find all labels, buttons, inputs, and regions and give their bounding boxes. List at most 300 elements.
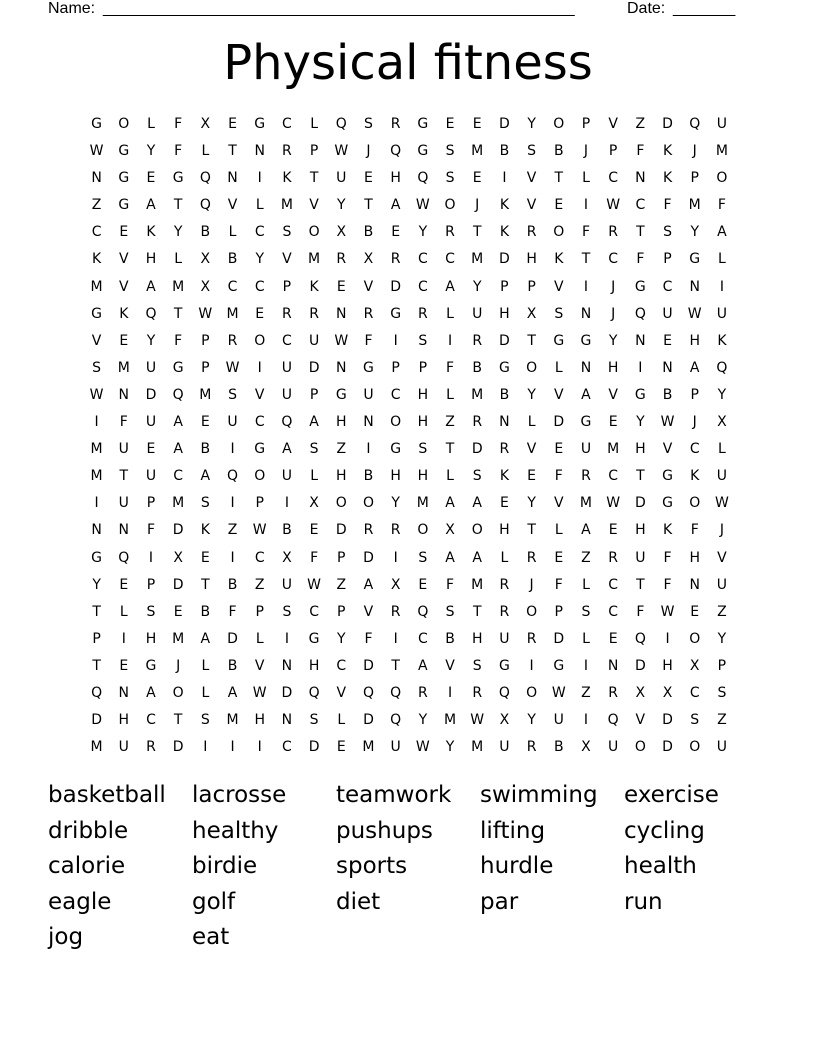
grid-letter: Z (227, 522, 238, 539)
grid-letter: T (228, 143, 237, 160)
grid-letter: T (173, 197, 183, 214)
grid-letter: G (335, 386, 347, 403)
grid-letter: T (636, 576, 645, 593)
grid-letter: H (308, 657, 320, 674)
grid-letter: Z (581, 549, 591, 566)
grid-letter: V (363, 603, 374, 620)
grid-letter: L (718, 441, 726, 458)
grid-letter: R (282, 305, 292, 322)
grid-letter: H (471, 630, 483, 647)
grid-letter: P (92, 630, 101, 647)
grid-letter: D (363, 712, 374, 729)
grid-row (83, 628, 736, 655)
grid-letter: S (663, 224, 672, 241)
page-title: Physical fitness (223, 35, 593, 91)
grid-letter: O (335, 495, 347, 512)
grid-letter: P (418, 359, 428, 376)
grid-letter: F (146, 522, 155, 539)
grid-letter: X (717, 414, 727, 431)
grid-letter: F (174, 116, 183, 132)
word-item: hurdle (480, 853, 554, 880)
word-row (48, 920, 768, 956)
grid-letter: L (174, 251, 183, 268)
grid-letter: A (173, 414, 183, 431)
grid-letter: T (173, 712, 183, 729)
grid-letter: S (228, 386, 237, 403)
grid-letter: L (554, 359, 563, 376)
grid-letter: N (499, 414, 510, 431)
grid-letter: G (145, 657, 157, 674)
grid-letter: U (308, 332, 320, 349)
grid-letter: T (581, 251, 591, 268)
grid-letter: R (526, 549, 537, 566)
grid-letter: F (554, 576, 563, 593)
grid-letter: E (336, 278, 346, 295)
grid-row (83, 411, 736, 438)
grid-row (83, 357, 736, 384)
word-item: golf (192, 888, 236, 915)
grid-letter: S (554, 305, 564, 322)
grid-letter: B (553, 143, 564, 160)
grid-letter: O (417, 522, 429, 539)
grid-letter: I (583, 278, 589, 295)
grid-letter: M (280, 197, 293, 214)
grid-letter: C (417, 630, 428, 647)
grid-letter: R (390, 522, 401, 539)
grid-letter: E (364, 170, 373, 187)
grid-letter: O (553, 116, 565, 132)
grid-letter: C (254, 549, 265, 566)
grid-letter: B (499, 143, 510, 160)
grid-letter: M (90, 441, 103, 458)
grid-letter: M (579, 495, 593, 512)
word-item: pushups (336, 817, 433, 844)
grid-letter: Q (362, 684, 374, 701)
grid-letter: E (608, 522, 618, 539)
grid-letter: B (227, 576, 238, 593)
grid-letter: S (364, 116, 373, 132)
grid-letter: L (527, 414, 536, 431)
grid-letter: L (446, 468, 454, 485)
grid-letter: K (662, 522, 673, 539)
grid-letter: V (309, 197, 319, 214)
grid-letter: D (471, 441, 483, 458)
grid-letter: W (415, 197, 430, 214)
grid-letter: U (716, 576, 728, 593)
grid-letter: M (199, 386, 212, 403)
grid-letter: G (172, 170, 184, 187)
grid-row (83, 709, 736, 736)
grid-letter: R (526, 630, 537, 647)
grid-letter: E (418, 576, 428, 593)
grid-letter: K (662, 170, 673, 187)
grid-letter: O (634, 739, 646, 756)
grid-letter: S (581, 603, 591, 620)
word-item: sports (336, 853, 408, 880)
grid-letter: J (366, 143, 371, 160)
grid-letter: L (119, 603, 128, 620)
grid-letter: P (309, 143, 319, 160)
grid-letter: V (118, 251, 129, 268)
grid-letter: Y (608, 332, 618, 349)
grid-letter: E (173, 603, 183, 620)
grid-letter: E (554, 549, 564, 566)
grid-letter: R (146, 739, 156, 756)
grid-letter: D (91, 712, 102, 729)
grid-letter: W (660, 414, 675, 431)
grid-letter: V (363, 278, 374, 295)
grid-letter: A (173, 441, 183, 458)
grid-letter: R (363, 305, 374, 322)
grid-letter: F (174, 332, 183, 349)
grid-letter: Y (527, 386, 536, 403)
grid-letter: E (554, 441, 564, 458)
grid-letter: R (390, 251, 401, 268)
grid-letter: Y (337, 630, 346, 647)
grid-letter: C (282, 116, 292, 132)
grid-letter: N (281, 712, 293, 729)
grid-letter: M (362, 739, 375, 756)
grid-letter: C (417, 278, 428, 295)
word-row (48, 885, 768, 921)
grid-letter: L (446, 305, 454, 322)
grid-letter: V (717, 549, 727, 566)
grid-letter: Q (172, 386, 184, 403)
grid-letter: R (445, 224, 455, 241)
grid-letter: Q (390, 143, 402, 160)
grid-letter: D (662, 712, 673, 729)
grid-letter: U (553, 712, 564, 729)
grid-row (83, 303, 736, 330)
grid-letter: D (499, 332, 510, 349)
grid-letter: S (445, 603, 455, 620)
grid-letter: K (119, 305, 129, 322)
grid-letter: F (663, 197, 672, 214)
grid-letter: O (526, 684, 538, 701)
grid-letter: I (393, 630, 398, 647)
grid-letter: M (172, 630, 185, 647)
grid-letter: U (281, 359, 293, 376)
grid-letter: U (662, 305, 673, 322)
grid-letter: Q (308, 684, 320, 701)
grid-letter: N (580, 359, 592, 376)
grid-letter: Z (445, 414, 455, 431)
grid-letter: W (470, 712, 485, 729)
grid-letter: O (689, 495, 701, 512)
grid-row (83, 574, 736, 601)
grid-letter: R (417, 684, 428, 701)
grid-letter: G (254, 116, 266, 132)
grid-letter: H (417, 414, 429, 431)
grid-letter: N (91, 170, 102, 187)
grid-letter: M (471, 739, 484, 756)
grid-letter: L (446, 386, 454, 403)
grid-letter: M (226, 305, 239, 322)
grid-letter: T (364, 197, 373, 214)
grid-letter: A (418, 657, 428, 674)
grid-letter: U (608, 739, 619, 756)
grid-row (83, 682, 736, 709)
grid-letter: F (364, 332, 373, 349)
grid-letter: I (583, 712, 589, 729)
grid-letter: P (690, 170, 699, 187)
grid-letter: D (363, 657, 374, 674)
grid-letter: O (308, 224, 320, 241)
grid-letter: W (606, 197, 621, 214)
grid-letter: U (472, 305, 483, 322)
grid-letter: S (146, 603, 156, 620)
grid-letter: T (201, 576, 210, 593)
grid-letter: I (583, 657, 589, 674)
grid-letter: A (717, 224, 727, 241)
grid-letter: E (119, 224, 129, 241)
grid-letter: I (284, 630, 289, 647)
grid-letter: D (172, 576, 184, 593)
grid-letter: P (717, 657, 727, 674)
grid-letter: E (527, 468, 537, 485)
grid-letter: N (662, 359, 673, 376)
grid-letter: F (446, 576, 455, 593)
grid-letter: R (390, 603, 401, 620)
grid-letter: V (526, 197, 537, 214)
grid-letter: H (499, 522, 510, 539)
grid-letter: S (472, 468, 482, 485)
grid-letter: B (200, 224, 211, 241)
grid-letter: B (553, 739, 564, 756)
grid-letter: L (554, 522, 563, 539)
grid-letter: A (146, 197, 156, 214)
grid-letter: Y (472, 278, 482, 295)
grid-letter: U (390, 739, 401, 756)
word-item: basketball (48, 782, 166, 808)
grid-letter: R (581, 468, 591, 485)
grid-letter: A (390, 197, 401, 214)
word-item: cycling (624, 817, 705, 844)
grid-letter: G (118, 143, 130, 160)
grid-letter: I (203, 739, 208, 756)
grid-letter: Q (417, 603, 429, 620)
grid-letter: M (416, 495, 429, 512)
grid-letter: V (553, 278, 564, 295)
grid-letter: S (527, 143, 537, 160)
grid-letter: R (363, 522, 374, 539)
grid-letter: A (472, 549, 482, 566)
grid-letter: D (553, 414, 565, 431)
grid-letter: K (282, 170, 292, 187)
grid-letter: B (227, 657, 238, 674)
header (48, 0, 748, 20)
grid-letter: G (662, 468, 673, 485)
grid-letter: A (581, 522, 591, 539)
grid-letter: P (500, 278, 509, 295)
grid-letter: V (608, 386, 618, 403)
grid-letter: K (717, 332, 727, 349)
grid-letter: I (230, 549, 235, 566)
grid-letter: A (200, 630, 211, 647)
grid-letter: Q (118, 549, 130, 566)
grid-letter: F (119, 414, 128, 431)
grid-letter: U (118, 739, 129, 756)
grid-letter: Q (390, 684, 402, 701)
grid-letter: Y (527, 712, 536, 729)
grid-letter: U (716, 116, 728, 132)
grid-letter: V (91, 332, 102, 349)
grid-letter: Y (255, 251, 264, 268)
grid-letter: U (118, 441, 129, 458)
grid-letter: H (607, 359, 619, 376)
grid-letter: J (692, 143, 697, 160)
grid-letter: M (90, 278, 103, 295)
grid-letter: Z (635, 116, 646, 132)
grid-letter: A (445, 549, 455, 566)
grid-letter: X (499, 712, 510, 729)
grid-letter: Y (527, 495, 536, 512)
grid-row (83, 438, 736, 465)
grid-letter: S (472, 657, 482, 674)
grid-letter: E (119, 657, 129, 674)
grid-letter: M (117, 359, 130, 376)
grid-row (83, 384, 736, 411)
word-list (48, 778, 768, 956)
grid-letter: G (118, 197, 130, 214)
grid-letter: P (309, 386, 319, 403)
grid-letter: V (526, 441, 537, 458)
grid-letter: Y (337, 197, 346, 214)
grid-letter: D (499, 251, 510, 268)
grid-letter: O (444, 197, 456, 214)
grid-letter: L (255, 197, 264, 214)
grid-row (83, 465, 736, 492)
grid-letter: A (445, 495, 455, 512)
grid-letter: S (445, 170, 455, 187)
grid-letter: R (499, 576, 510, 593)
grid-letter: U (635, 549, 646, 566)
grid-letter: E (255, 305, 265, 322)
grid-letter: H (118, 712, 130, 729)
grid-letter: M (90, 739, 103, 756)
grid-letter: P (201, 359, 210, 376)
grid-letter: Q (607, 712, 619, 729)
grid-letter: J (611, 305, 616, 322)
grid-letter: F (554, 468, 563, 485)
grid-letter: G (91, 549, 103, 566)
grid-letter: A (581, 386, 591, 403)
grid-letter: W (225, 359, 240, 376)
grid-letter: G (308, 630, 320, 647)
grid-letter: A (200, 468, 211, 485)
grid-row (83, 194, 736, 221)
grid-letter: N (118, 684, 130, 701)
grid-letter: R (417, 305, 428, 322)
grid-letter: I (447, 684, 453, 701)
grid-letter: H (254, 712, 265, 729)
word-row (48, 849, 768, 885)
grid-letter: X (635, 684, 646, 701)
grid-letter: Z (336, 441, 347, 458)
grid-letter: B (499, 386, 510, 403)
grid-row (83, 655, 736, 682)
grid-letter: X (363, 251, 374, 268)
name-blank-line[interactable]: _____________________________________________________ (103, 0, 575, 17)
grid-letter: F (174, 143, 183, 160)
grid-letter: B (472, 359, 483, 376)
grid-letter: F (310, 549, 319, 566)
grid-letter: R (282, 143, 292, 160)
grid-letter: D (390, 278, 402, 295)
grid-letter: M (226, 712, 239, 729)
grid-letter: D (499, 116, 510, 132)
word-row (48, 814, 768, 850)
grid-letter: G (254, 441, 266, 458)
grid-letter: G (417, 116, 429, 132)
grid-letter: S (690, 712, 700, 729)
grid-letter: K (662, 143, 673, 160)
grid-row (83, 601, 736, 628)
grid-letter: S (309, 441, 319, 458)
grid-letter: V (118, 278, 129, 295)
word-item: calorie (48, 853, 126, 880)
grid-letter: E (445, 116, 455, 132)
grid-letter: T (92, 603, 101, 620)
grid-letter: R (227, 332, 238, 349)
grid-letter: U (499, 739, 510, 756)
grid-letter: C (608, 251, 619, 268)
grid-letter: L (500, 549, 509, 566)
grid-letter: K (499, 197, 509, 214)
grid-letter: Y (391, 495, 400, 512)
grid-letter: S (418, 549, 428, 566)
grid-row (83, 519, 736, 546)
grid-letter: Q (417, 170, 429, 187)
grid-letter: Y (92, 576, 101, 593)
grid-letter: Z (91, 197, 102, 214)
grid-letter: I (665, 630, 670, 647)
grid-letter: D (145, 386, 157, 403)
grid-letter: M (688, 197, 701, 214)
grid-letter: B (363, 224, 374, 241)
grid-letter: R (499, 441, 510, 458)
grid-letter: O (172, 684, 184, 701)
grid-letter: U (363, 386, 374, 403)
grid-letter: A (309, 414, 319, 431)
grid-letter: H (417, 468, 429, 485)
grid-letter: P (663, 251, 672, 268)
grid-letter: E (146, 441, 156, 458)
grid-letter: C (635, 197, 646, 214)
grid-letter: F (663, 576, 672, 593)
grid-letter: S (282, 603, 292, 620)
grid-letter: R (390, 116, 401, 132)
grid-letter: R (608, 684, 619, 701)
grid-letter: N (336, 359, 347, 376)
grid-row (83, 276, 736, 303)
grid-letter: K (499, 468, 509, 485)
grid-letter: D (363, 549, 374, 566)
grid-letter: A (472, 495, 482, 512)
grid-letter: L (228, 224, 237, 241)
date-blank-line[interactable]: _______ (673, 0, 736, 17)
word-item: jog (48, 924, 84, 951)
grid-letter: P (255, 495, 264, 512)
grid-letter: U (281, 386, 293, 403)
grid-letter: O (526, 359, 538, 376)
name-label: Name: (48, 0, 96, 17)
grid-letter: F (636, 143, 645, 160)
grid-letter: G (498, 359, 510, 376)
grid-letter: G (634, 386, 646, 403)
grid-letter: D (553, 630, 565, 647)
grid-letter: D (634, 657, 646, 674)
